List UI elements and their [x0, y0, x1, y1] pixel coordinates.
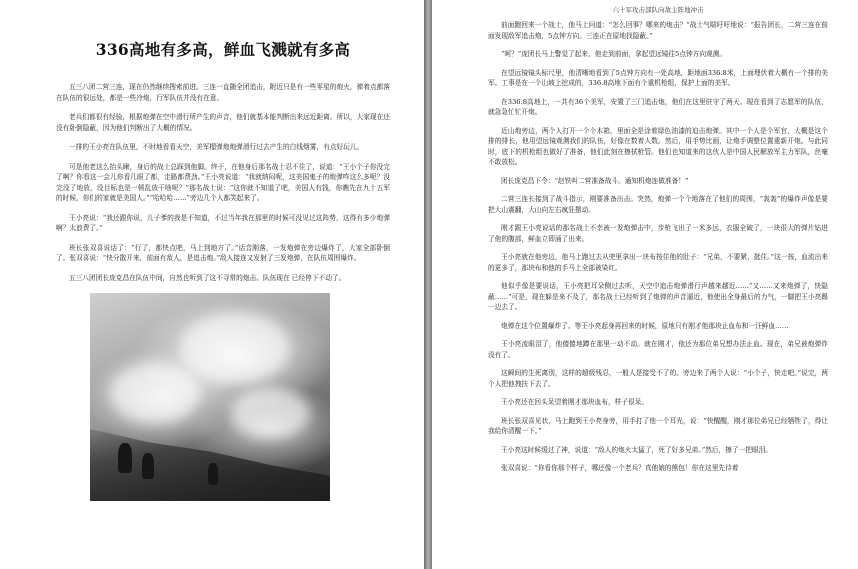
running-header: 六十军攻击部队向敌主阵地冲击	[612, 6, 704, 14]
paragraph: 这瞬间的生死离别，这样的超级残忍，一般人是接受不了的。旁边来了两个人说：“小个子，快走吧。”说完，两个人把他拽扶下去了。	[488, 369, 828, 388]
paragraph: 炮弹在这个位置爆炸了。等王小亮起身再回来的时候，原地只有刚才他那块止血布和一汪鲜血……	[501, 321, 789, 330]
paragraph: 王小亮这时候缓过了神，说道：“敌人的炮火太猛了，死了好多兄弟。”然后，擦了一把眼泪。	[501, 445, 772, 454]
paragraph: 二营三连长接到了战斗指示，刚要准备出击。突然，炮弹一个个地落在了他们的周围，“轰轰”的爆炸声像是要把大山震翻，大山向左右疯狂摆动。	[488, 195, 828, 214]
paragraph: “呵？”庞团长马上警觉了起来，他走到前面，拿起望远镜往5点钟方向观测。	[501, 50, 727, 58]
paragraph: 在望远镜镜头标尺里，他清晰地看到了5点钟方向有一处高地，距地面336.8米，上面埋伏着大概有一个排的美军。工事是在一个山坡上挖成的，336.8高地下面有个重机枪组，保护上面的美军。	[488, 68, 828, 87]
paragraph: 他似乎像是要说话，王小亮把耳朵侧过去听，天空中追击炮弹滑行声越来越近……“又……又来炮弹了，快隐蔽……”可是，现在躲是来不及了，那名战士已经听到了炮弹的声音逼近，他使出全身最后的力气，一脚把王小亮踢一边去了。	[488, 282, 828, 311]
book-spine	[424, 0, 432, 569]
paragraph: 王小亮还在回头呆望着刚才那块血布，样子很呆。	[501, 398, 649, 406]
paragraph: 团长庞克昌下令：“赵铁叫二营准备战斗。通知机炮连做准备！”	[501, 176, 689, 185]
paragraph: 王小亮流眼泪了，他傻傻地蹲在那里一动不动。就在刚才，他还为那位弟兄想办法止血。现在，弟兄被炮弹炸没有了。	[488, 340, 828, 359]
chapter-title: 336高地有多高，鲜血飞溅就有多高	[95, 40, 351, 59]
paragraph: 班长张双喜说话了：“行了，都快点吧，马上到地方了。”话音刚落，一发炮弹在旁边爆炸了，大家全部卧倒了。张双喜说：“快分散开来，前面有敌人，是追击炮。”敌人接连又发射了三发炮弹，在队伍周围爆炸。	[56, 243, 390, 262]
right-page	[432, 0, 858, 569]
paragraph: 前面跑回来一个战士，他马上问道：“怎么回事？哪来的炮击？”战士气喘吁吁地说：“报告团长，二营三连在前面发现敌军追击炮，5点钟方向。三连正在原地找隐蔽。”	[488, 21, 828, 40]
paragraph: 近山炮旁边，两个人打开一个个木箱，里面全是涂着绿色油漆的迫击炮弹。其中一个人是个军官，大概是这个排的排长，他用望远镜观测我们的队伍，好像在数着人数。然后，用手势比画，让炮手调整位置重新开炮。与此同时，底下的机枪组也做好了准备，他们此刻在擦拭枪管。他们也知道来的这伙人是中国人民解放军主力军队，丝毫不敢放松。	[488, 126, 828, 166]
paragraph: 刚才跟王小亮说话的那名战士不幸被一发炮弹击中，步枪飞出了一米多远，衣服全破了，一块很大的弹片钻进了他的腹部，鲜血立即涌了出来。	[488, 224, 828, 243]
battlefield-photo	[90, 293, 330, 501]
paragraph: 在336.8高地上，一共有36个美军，安置了三门追击炮，他们在这里驻守了两天。现在看到了志愿军的队伍，就急急忙忙开炮。	[488, 97, 828, 116]
paragraph: 五三八团二营三连，现在仍然继续搜索前进。三连一直随全团追击，附近只是有一些零星的炮火，弹着点都落在队伍的很远处，都是一些冷炮，行军队伍并没有在意。	[56, 83, 390, 102]
paragraph: 可是他老这么抬头瞅，身后的战士总踩到他脚。终于，在他身后那名战士忍不住了，说道：“王小个子你没完了啊？你看这一会儿你看几眼了都，走路都费劲。”王小亮说道：“我就纳闷呢，这美国鬼子的炮弹咋这么多呢？没完没了地放，没目标也是一顿乱放干啥呢？”那名战士说：“这你就不知道了吧，美国人有钱，你瞧先在九十五军的时候，你们的家就是美国人。”“哈哈哈……”旁边几个人都笑起来了。	[56, 162, 390, 202]
left-page	[0, 0, 424, 569]
paragraph: 老兵们都很有经验，根据炮弹在空中滑行所产生的声音，他们就基本能判断出来远近距离。所以，大家现在还没有卧倒隐蔽，因为他们判断出了大概的情况。	[56, 113, 390, 132]
paragraph: 五三八团团长庞克昌在队伍中间，自然也听到了这不寻常的炮击。队伍现在 已经停下不动了。	[69, 273, 346, 282]
paragraph: 班长张双喜见状，马上跑到王小亮身旁，用手打了他一个耳光，说：“快醒醒，刚才那位弟兄已经牺牲了，得让我给你清醒一下。”	[488, 416, 828, 435]
paragraph: 王小亮说：“我还跟你说，儿子爹的我是不知道，不过当年我在那里的时候可没见过这阵势，这得有多少炮弹啊？太浪费了。”	[56, 213, 390, 232]
paragraph: 王小亮就在他旁边，他马上跑过去从兜里拿出一块布按住他的肚子：“兄弟，不要紧，挺住。”这一按，血流出来的更多了，那块布和他的手马上全部被染红。	[488, 253, 828, 272]
paragraph: 一排的王小亮在队伍里，不时地看看天空，美军榴弹炮炮弹滑行过去产生的白线烟雾，有点好玩儿。	[69, 143, 364, 151]
paragraph: 张双喜说：“你看你那个样子，哪还像一个老兵？真他娘的熊包！你在这里先待着	[501, 464, 739, 472]
